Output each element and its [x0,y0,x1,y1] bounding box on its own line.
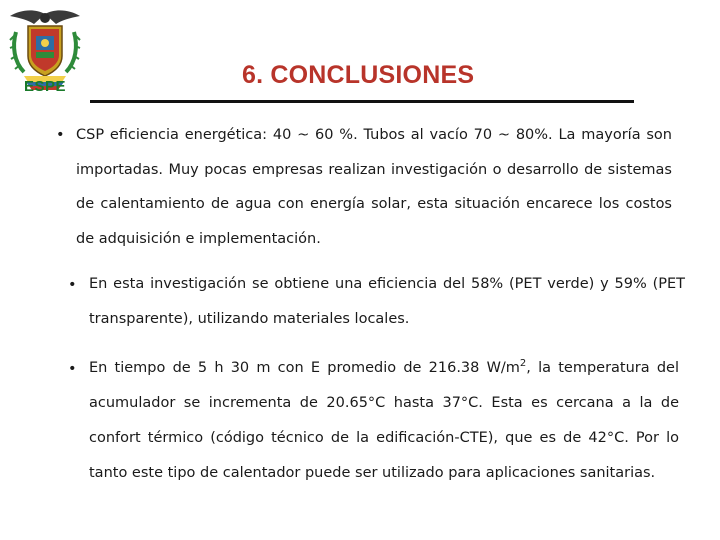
bullet-3-text-end: , la temperatura del acumulador se incrementa de 20.65°C hasta 37°C. Esta es cercana a la de confort térmico (código técnico de la edificación-CTE), que es de 42°C. Por lo tanto este tipo de calentador puede ser utilizado para aplicaciones sanitarias. [89,360,679,481]
bullet-3-superscript: 2 [519,358,527,370]
bullet-1-text: CSP eficiencia energética: 40 ~ 60 %. Tubos al vacío 70 ~ 80%. La mayoría son importadas. Muy pocas empresas realizan investigación o desarrollo de sistemas de calentamiento de agua con energía solar, esta situación encarece los costos de adquisición e implementación. [76,127,672,247]
logo-text: ESPE [24,78,67,95]
bullet-3-text-start: En tiempo de 5 h 30 m con E promedio de 216.38 W/m [89,360,520,376]
bullet-icon: • [68,361,77,377]
bullet-3-text [89,351,679,491]
title-underline [90,100,634,103]
bullet-icon: • [68,277,77,293]
page-title: 6. CONCLUSIONES [242,61,475,89]
bullet-2-text: En esta investigación se obtiene una eficiencia del 58% (PET verde) y 59% (PET transparente), utilizando materiales locales. [89,276,685,327]
bullet-icon: • [56,127,65,143]
